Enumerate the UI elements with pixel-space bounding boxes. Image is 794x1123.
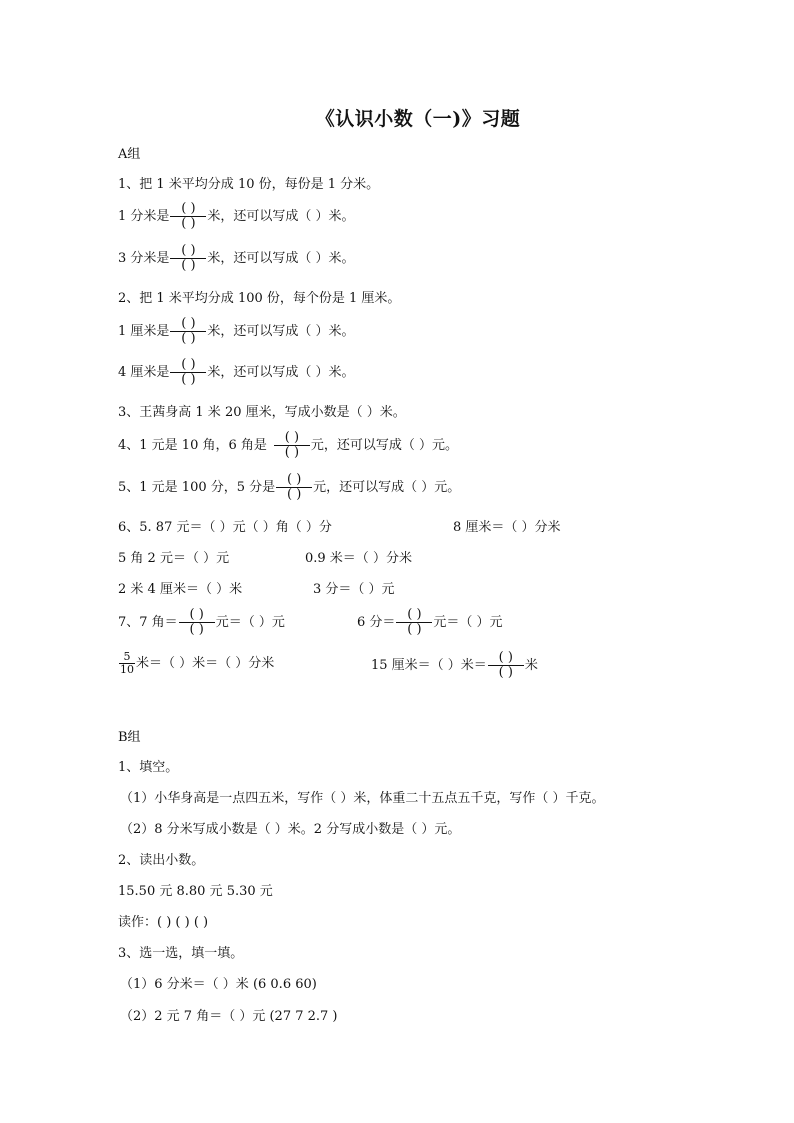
question-text: 米 — [524, 658, 538, 673]
question-a2-part1 — [118, 317, 355, 346]
question-a4 — [118, 431, 458, 460]
question-a5 — [118, 473, 460, 502]
fraction-blank: $\frac{( )}{( )}$ — [170, 244, 206, 273]
question-a6-left: 6、5. 87 元＝（ ）元（ ）角（ ）分 — [118, 520, 332, 535]
fraction-blank: $\frac{( )}{( )}$ — [170, 202, 206, 231]
question-text: 3 分米是 — [118, 251, 170, 266]
fraction-blank: $\frac{( )}{( )}$ — [170, 317, 206, 346]
fraction-blank: $\frac{( )}{( )}$ — [488, 651, 524, 680]
question-text: 米，还可以写成（ ）米。 — [207, 324, 355, 339]
question-text: 元，还可以写成（ ）元。 — [313, 480, 461, 495]
question-text: 元＝（ ）元 — [433, 615, 503, 630]
fraction-five-tenths: $\frac{5}{10}$ — [120, 650, 134, 676]
question-b2: 2、读出小数。 — [118, 853, 205, 868]
question-text: 米＝（ ）米＝（ ）分米 — [136, 656, 275, 671]
question-b1-part1: （1）小华身高是一点四五米，写作（ ）米，体重二十五点五千克，写作（ ）千克。 — [120, 791, 605, 806]
question-a6-right: 8 厘米＝（ ）分米 — [453, 520, 561, 535]
fraction-blank: $\frac{( )}{( )}$ — [396, 608, 432, 637]
question-text: 米，还可以写成（ ）米。 — [207, 209, 355, 224]
question-b2-values: 15.50 元 8.80 元 5.30 元 — [118, 884, 273, 899]
question-text: 15 厘米＝（ ）米＝ — [371, 658, 487, 673]
question-b1: 1、填空。 — [118, 760, 179, 775]
conversion-row3-left: 2 米 4 厘米＝（ ）米 — [118, 582, 243, 597]
question-text: 米，还可以写成（ ）米。 — [207, 251, 355, 266]
fraction-blank: $\frac{( )}{( )}$ — [274, 431, 310, 460]
conversion-row3-right: 3 分＝（ ）元 — [313, 582, 395, 597]
question-text: 7、7 角＝ — [118, 615, 178, 630]
question-a7-right — [357, 608, 503, 637]
question-text: 5、1 元是 100 分，5 分是 — [118, 480, 276, 495]
question-text: 4、1 元是 10 角，6 角是 — [118, 438, 267, 453]
fraction-blank: $\frac{( )}{( )}$ — [276, 473, 312, 502]
fraction-blank: $\frac{( )}{( )}$ — [179, 608, 215, 637]
question-a7-left — [118, 608, 285, 637]
question-text: 1 分米是 — [118, 209, 170, 224]
conversion-row2-left: 5 角 2 元＝（ ）元 — [118, 551, 230, 566]
question-a2-part2 — [118, 358, 355, 387]
question-a1-part1 — [118, 202, 355, 231]
question-a3: 3、王茜身高 1 米 20 厘米，写成小数是（ ）米。 — [118, 405, 406, 420]
question-b1-part2: （2）8 分米写成小数是（ ）米。2 分写成小数是（ ）元。 — [120, 822, 461, 837]
question-b3-part2: （2）2 元 7 角＝（ ）元 (27 7 2.7 ) — [120, 1009, 338, 1024]
question-b3: 3、选一选，填一填。 — [118, 946, 244, 961]
conversion-row2-right: 0.9 米＝（ ）分米 — [305, 551, 412, 566]
question-a1: 1、把 1 米平均分成 10 份，每份是 1 分米。 — [118, 177, 380, 192]
group-b-label: B组 — [118, 730, 141, 745]
group-a-label: A组 — [118, 147, 141, 162]
conversion-row5-right — [371, 651, 538, 680]
question-text: 6 分＝ — [357, 615, 396, 630]
question-text: 1 厘米是 — [118, 324, 170, 339]
question-text: 元，还可以写成（ ）元。 — [310, 438, 459, 453]
question-b3-part1: （1）6 分米＝（ ）米 (6 0.6 60) — [120, 977, 317, 992]
question-b2-read: 读作：( ) ( ) ( ) — [118, 915, 209, 930]
question-text: 4 厘米是 — [118, 365, 170, 380]
question-a2: 2、把 1 米平均分成 100 份，每个份是 1 厘米。 — [118, 291, 401, 306]
fraction-blank: $\frac{( )}{( )}$ — [170, 358, 206, 387]
question-text: 元＝（ ）元 — [215, 615, 285, 630]
page-title: 《认识小数（一)》习题 — [315, 108, 521, 130]
question-a1-part2 — [118, 244, 355, 273]
conversion-row5-left — [118, 651, 274, 676]
question-text: 米，还可以写成（ ）米。 — [207, 365, 355, 380]
